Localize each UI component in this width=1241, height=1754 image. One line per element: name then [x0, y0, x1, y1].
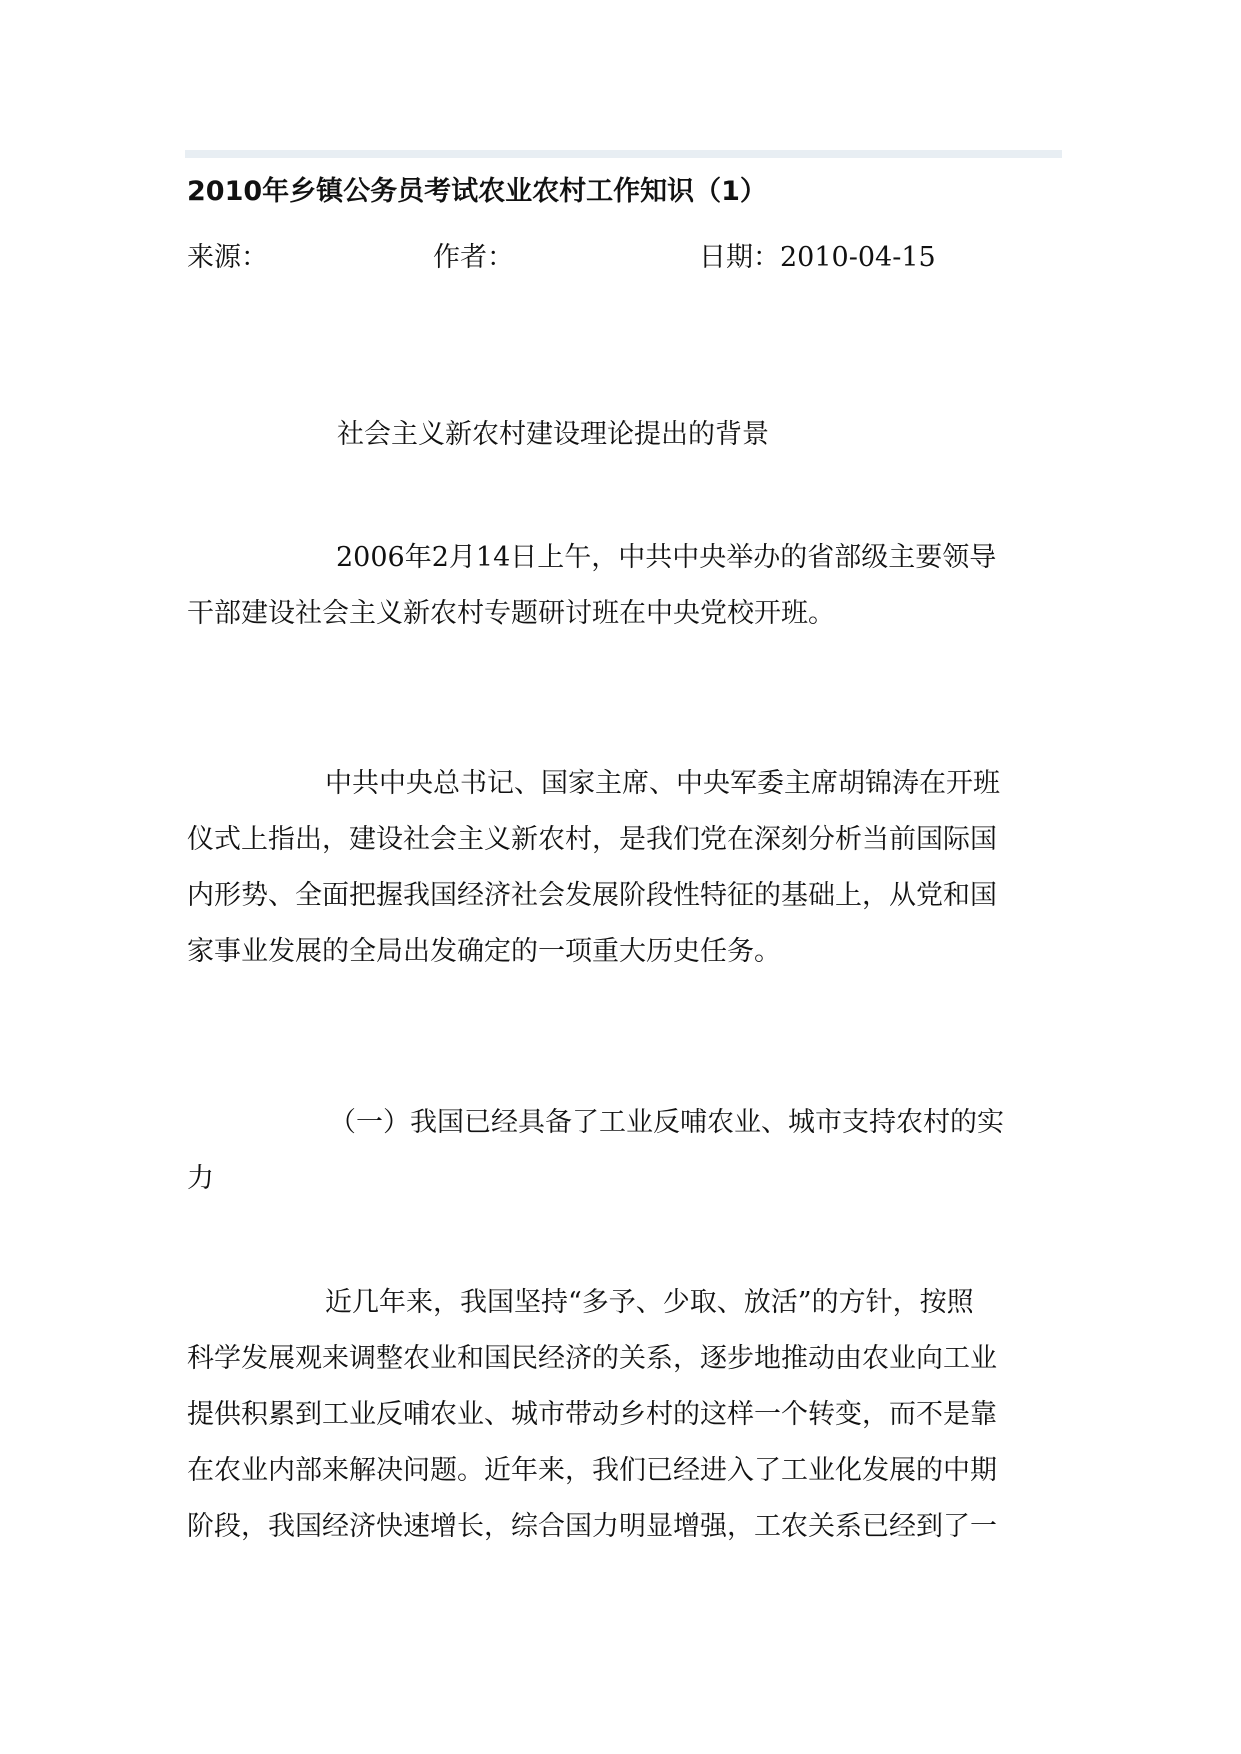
paragraph-line: 在农业内部来解决问题。近年来，我们已经进入了工业化发展的中期 [187, 1455, 997, 1486]
paragraph-line: 科学发展观来调整农业和国民经济的关系，逐步地推动由农业向工业 [187, 1343, 997, 1374]
paragraph-line: 力 [187, 1163, 214, 1194]
document-title: 2010年乡镇公务员考试农业农村工作知识（1） [187, 176, 767, 207]
source-label: 来源： [187, 242, 268, 273]
author-label: 作者： [433, 242, 514, 273]
header-divider [185, 150, 1062, 158]
paragraph-line: 2006年2月14日上午，中共中央举办的省部级主要领导 [336, 542, 997, 573]
paragraph-4 [187, 1275, 1067, 1555]
paragraph-line: 提供积累到工业反哺农业、城市带动乡村的这样一个转变，而不是靠 [187, 1399, 997, 1430]
paragraph-line: 中共中央总书记、国家主席、中央军委主席胡锦涛在开班 [325, 768, 1000, 799]
paragraph-line: （一）我国已经具备了工业反哺农业、城市支持农村的实 [329, 1107, 1004, 1138]
paragraph-1 [187, 530, 1067, 642]
paragraph-2 [187, 756, 1067, 980]
date-label: 日期：2010-04-15 [699, 242, 936, 273]
paragraph-line: 内形势、全面把握我国经济社会发展阶段性特征的基础上，从党和国 [187, 880, 997, 911]
paragraph-3 [187, 1095, 1067, 1207]
paragraph-line: 近几年来，我国坚持“多予、少取、放活”的方针，按照 [325, 1287, 974, 1318]
paragraph-line: 仪式上指出，建设社会主义新农村，是我们党在深刻分析当前国际国 [187, 824, 997, 855]
paragraph-line: 干部建设社会主义新农村专题研讨班在中央党校开班。 [187, 598, 835, 629]
section-heading: 社会主义新农村建设理论提出的背景 [337, 419, 769, 450]
paragraph-line: 家事业发展的全局出发确定的一项重大历史任务。 [187, 936, 781, 967]
document-meta [0, 238, 1241, 278]
paragraph-line: 阶段，我国经济快速增长，综合国力明显增强，工农关系已经到了一 [187, 1511, 997, 1542]
